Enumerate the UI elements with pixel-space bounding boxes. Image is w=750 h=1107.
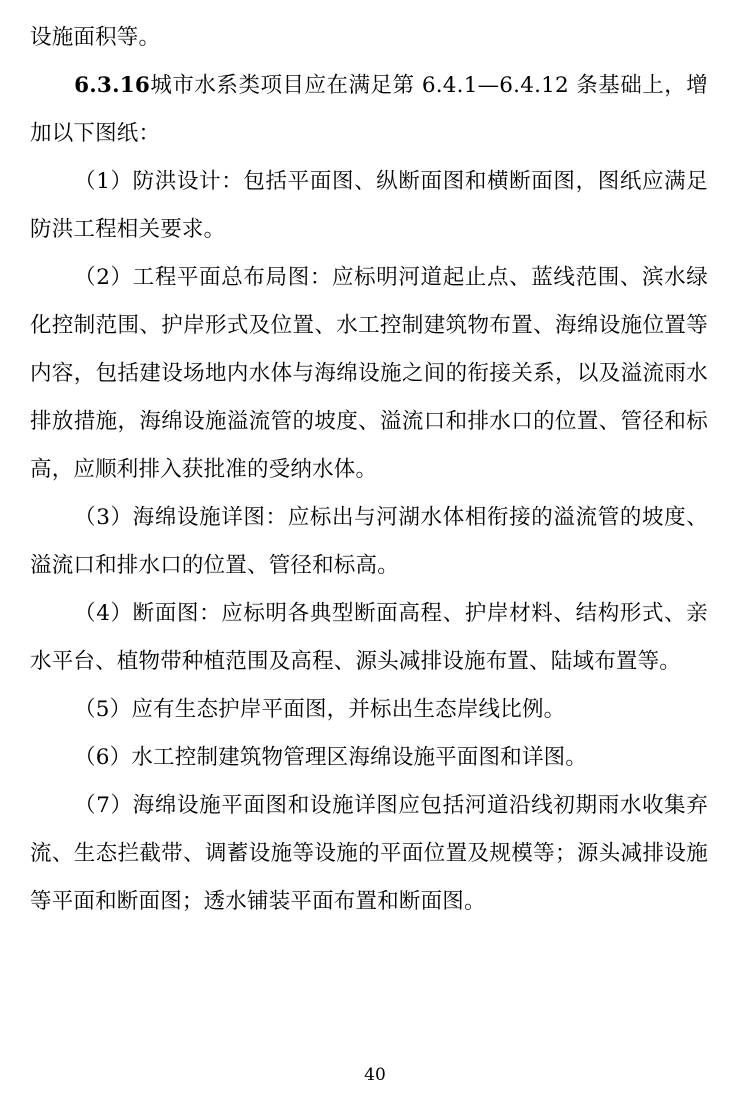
paragraph-item-2: （2）工程平面总布局图：应标明河道起止点、蓝线范围、滨水绿化控制范围、护岸形式及位置、水工控制建筑物布置、海绵设施位置等内容，包括建设场地内水体与海绵设施之间的衔接关系，以及溢流雨水排放措施，海绵设施溢流管的坡度、溢流口和排水口的位置、管径和标高，应顺利排入获批准的受纳水体。 bbox=[30, 265, 708, 482]
paragraph-clause-6-3-16 bbox=[30, 62, 708, 158]
bottom-spacer bbox=[30, 926, 708, 986]
clause-text: 城市水系类项目应在满足第 6.4.1—6.4.12 条基础上，增加以下图纸： bbox=[30, 73, 708, 146]
page-number: 40 bbox=[364, 1065, 386, 1085]
paragraph-item-3: （3）海绵设施详图：应标出与河湖水体相衔接的溢流管的坡度、溢流口和排水口的位置、管径和标高。 bbox=[30, 505, 708, 578]
paragraph-item-7: （7）海绵设施平面图和设施详图应包括河道沿线初期雨水收集弃流、生态拦截带、调蓄设施等设施的平面位置及规模等；源头减排设施等平面和断面图；透水铺装平面布置和断面图。 bbox=[30, 793, 708, 914]
paragraph-item-4: （4）断面图：应标明各典型断面高程、护岸材料、结构形式、亲水平台、植物带种植范围及高程、源头减排设施布置、陆域布置等。 bbox=[30, 601, 708, 674]
paragraph-item-5: （5）应有生态护岸平面图，并标出生态岸线比例。 bbox=[74, 697, 566, 722]
paragraph-continuation: 设施面积等。 bbox=[30, 25, 161, 50]
paragraph-item-1: （1）防洪设计：包括平面图、纵断面图和横断面图，图纸应满足防洪工程相关要求。 bbox=[30, 169, 708, 242]
clause-number: 6.3.16 bbox=[74, 73, 151, 98]
paragraph-item-6: （6）水工控制建筑物管理区海绵设施平面图和详图。 bbox=[74, 745, 588, 770]
